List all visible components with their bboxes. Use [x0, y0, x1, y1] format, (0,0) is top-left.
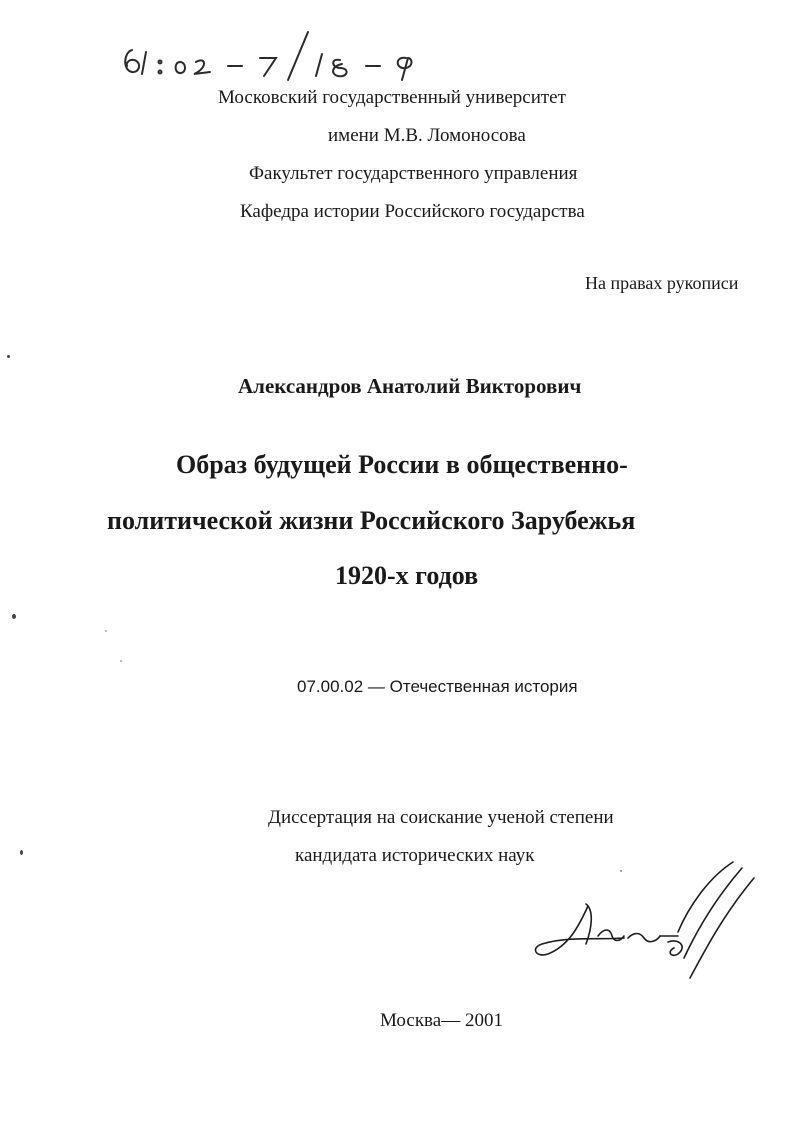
specialty-code: 07.00.02 — Отечественная история [297, 677, 578, 696]
thesis-title-line1: Образ будущей России в общественно- [176, 450, 628, 479]
city-year: Москва— 2001 [380, 1010, 503, 1031]
thesis-title-line3: 1920-х годов [335, 561, 479, 590]
scan-speck [20, 850, 23, 855]
scan-speck [7, 355, 10, 358]
scan-speck [620, 870, 622, 872]
scan-speck [105, 630, 107, 632]
manuscript-note: На правах рукописи [585, 273, 739, 293]
scan-speck [120, 660, 122, 662]
department-name: Кафедра истории Российского государства [240, 201, 585, 222]
thesis-title-line2: политической жизни Российского Зарубежья [107, 506, 636, 535]
degree-line1: Диссертация на соискание ученой степени [268, 807, 614, 828]
handwritten-archive-code [118, 22, 448, 82]
author-name: Александров Анатолий Викторович [238, 374, 582, 398]
university-name-line2: имени М.В. Ломоносова [328, 125, 526, 146]
handwritten-signature [528, 858, 768, 988]
university-name-line1: Московский государственный университет [218, 87, 566, 108]
degree-line2: кандидата исторических наук [295, 845, 535, 866]
faculty-name: Факультет государственного управления [249, 163, 578, 184]
scan-speck [12, 614, 16, 619]
